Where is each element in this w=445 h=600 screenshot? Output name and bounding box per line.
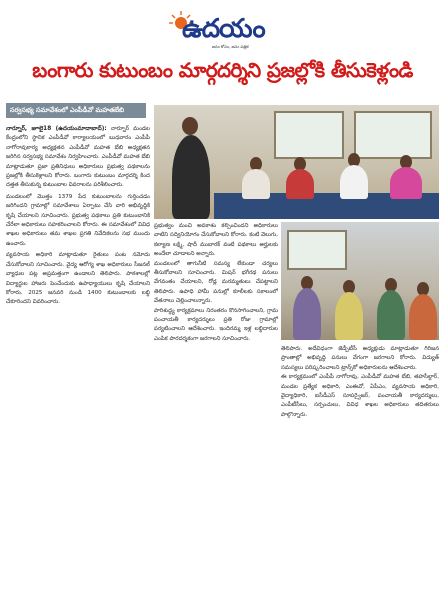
article-column-3 (281, 345, 439, 593)
article-column-1 (6, 125, 150, 593)
paragraph: నార్నూర్ మండల కేంద్రంలోని స్థానిక ఎంపీడీవో కార్యాలయంలో బుధవారం ఎంపీపీ నాగోరావుకార్య అధ్యక్షతన ఎంపీడీవో మహత బేబి అధ్యక్షతన జరిగిన సర్వసభ్య సమావేశం నిర్వహించారు. ఎంపీడీవో మహత బేబి మాట్లాడుతూ ప్రజా ప్రతినిధులు అధికారులు ప్రభుత్వ పథకాలను ప్రజల్లోకి తీసుకెళ్లాలని కోరారు. బంగారు కుటుంబం మార్గదర్శి కింద దత్తత తీసుకున్న కుటుంబాల వివరాలను పరిశీలించారు. (6, 126, 150, 189)
logo-tagline: జనం కోసం, జనం పత్రిక (212, 44, 249, 49)
paragraph: మండలంలో తాగునీటి సమస్య లేకుండా చర్యలు తీసుకోవాలని సూచించారు. మిషన్ భగీరథ పనులు వేగవంతం చేయాలని, రోడ్ల మరమ్మతులు చేపట్టాలని తెలిపారు. ఉపాధి హామీ పనుల్లో కూలీలకు సకాలంలో వేతనాలు చెల్లించాలన్నారు. (154, 260, 278, 305)
article-headline: బంగారు కుటుంబం మార్గదర్శిని ప్రజల్లోకి తీసుకెళ్లండి (32, 58, 413, 82)
paragraph: వ్యవసాయ అధికారి మాట్లాడుతూ రైతులు పంట నమోదు చేసుకోవాలని సూచించారు. వైద్య ఆరోగ్య శాఖ అధికారులు సీజనల్ వ్యాధుల పట్ల అప్రమత్తంగా ఉండాలని తెలిపారు. పాఠశాలల్లో విద్యార్థుల హాజరు పెంచేందుకు ఉపాధ్యాయులు కృషి చేయాలని కోరారు. 2025 జనవరి నుండి 1400 కుటుంబాలకు లబ్ధి చేకూరిందని వివరించారు. (6, 252, 150, 306)
dateline: నార్నూర్, జూలై18 (ఉదయంమాదాబాద్): (6, 126, 107, 132)
article-kicker: సర్వసభ్య సమావేశంలో ఎంపీడీవో మహతబేబి (6, 103, 146, 118)
paragraph: మండలంలో మొత్తం 1379 పేద కుటుంబాలను గుర్తించడం జరిగిందని గ్రామాల్లో సమావేశాలు ఏర్పాటు చేసి వారి అభివృద్ధికి కృషి చేయాలని సూచించారు. ప్రభుత్వ పథకాలు ప్రతి కుటుంబానికి చేరేలా అధికారులు సహకరించాలని కోరారు. ఈ సమావేశంలో వివిధ శాఖల అధికారులు తమ శాఖల ప్రగతి నివేదికలను సభ ముందు ఉంచారు. (6, 193, 150, 247)
masthead (0, 0, 445, 56)
newspaper-logo (168, 10, 286, 50)
audience-photo (281, 222, 439, 340)
article-column-2 (154, 222, 278, 593)
paragraph: ప్రభుత్వం మంచి అవకాశం కల్పించిందని అధికారులు వాటిని సద్వినియోగం చేసుకోవాలని కోరారు. కంటి వెలుగు, కల్యాణ లక్ష్మి, షాదీ ముబారక్ వంటి పథకాలు అర్హులకు అందేలా చూడాలని అన్నారు. (154, 223, 278, 258)
paragraph: తెలిపారు. అదేవిధంగా జెడ్పీటీసీ అధ్యక్షుడు మాట్లాడుతూ గిరిజన ప్రాంతాల్లో అభివృద్ధి పనులు వేగంగా జరగాలని కోరారు. విద్యుత్ సమస్యలు పరిష్కరించాలని ట్రాన్స్‌కో అధికారులను ఆదేశించారు. (281, 346, 439, 371)
paragraph: ఈ కార్యక్రమంలో ఎంపీపీ నాగోరావు, ఎంపీడీవో మహత బేబి, తహసీల్దార్, మండల ప్రత్యేక అధికారి, ఎంఈవో, ఏపీఎం, వ్యవసాయ అధికారి, వైద్యాధికారి, ఐసీడీఎస్ సూపర్వైజర్, పంచాయతీ కార్యదర్శులు, ఎంపీటీసీలు, సర్పంచులు, వివిధ శాఖల అధికారులు తదితరులు పాల్గొన్నారు. (281, 374, 439, 418)
logo-text: ఉదయం (182, 14, 265, 44)
meeting-photo (154, 105, 439, 219)
paragraph: పారిశుద్ధ్య కార్యక్రమాలు నిరంతరం కొనసాగించాలని, గ్రామ పంచాయతీ కార్యదర్శులు ప్రతి రోజు గ్రామాల్లో పర్యటించాలని ఆదేశించారు. ఇందిరమ్మ ఇళ్ల లబ్ధిదారుల ఎంపిక పారదర్శకంగా జరగాలని సూచించారు. (154, 307, 278, 342)
